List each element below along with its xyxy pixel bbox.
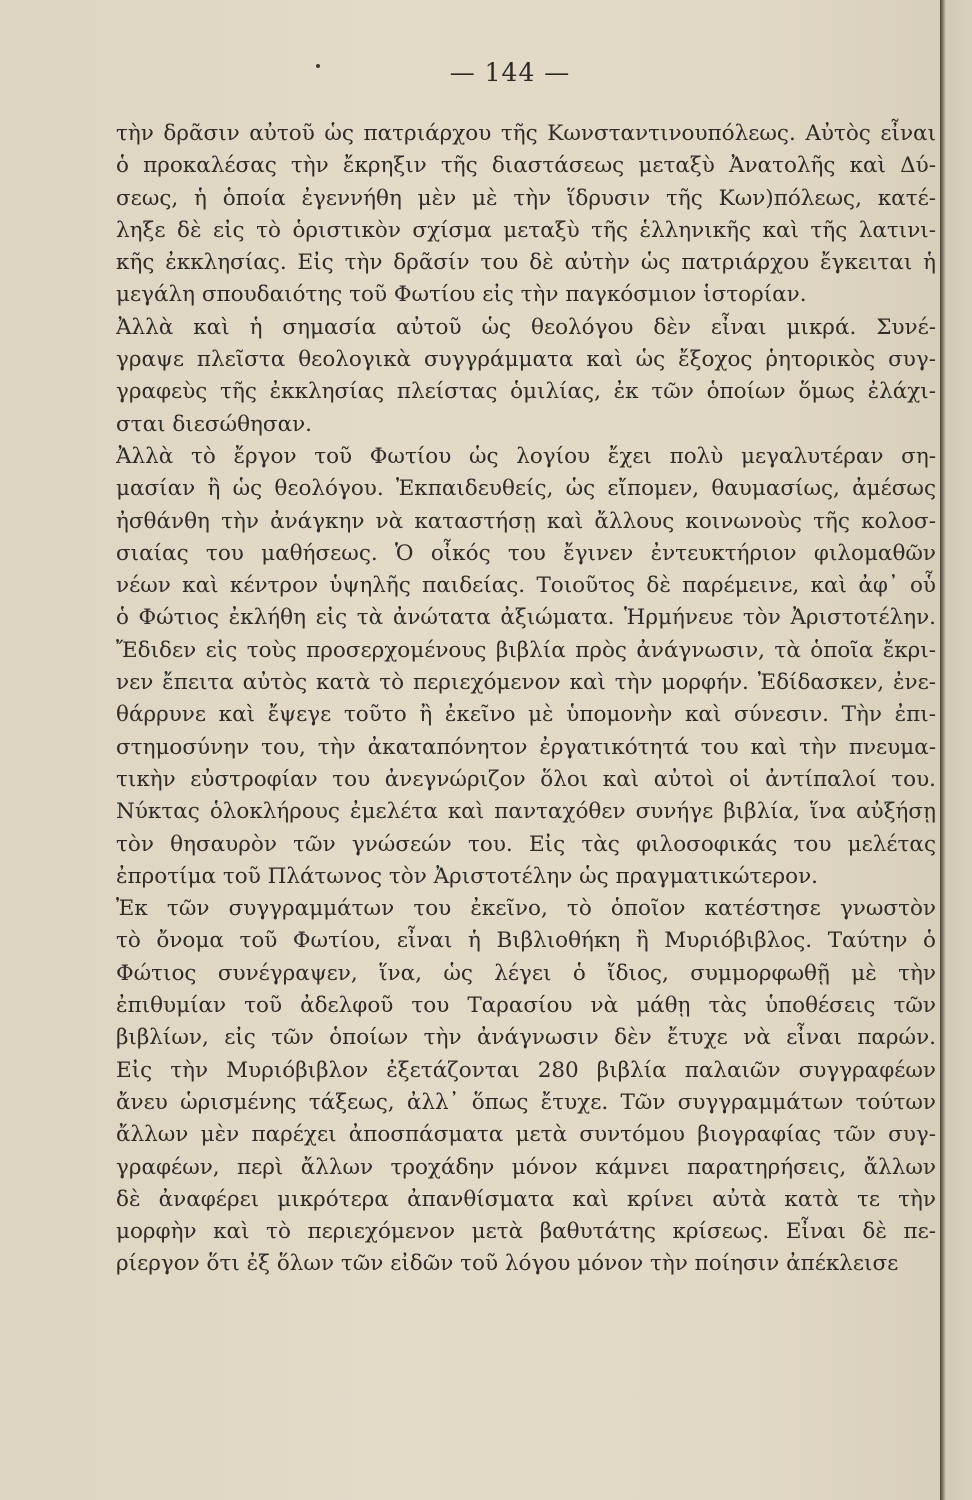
text-line: γραφέων, περὶ ἄλλων τροχάδην μόνον κάμνει παρατηρήσεις, ἄλλων: [116, 1154, 936, 1180]
text-line: γραψε πλεῖστα θεολογικὰ συγγράμματα καὶ ὡς ἔξοχος ῥητορικὸς συγ-: [116, 347, 936, 373]
text-line: δὲ ἀναφέρει μικρότερα ἀπανθίσματα καὶ κρίνει αὐτὰ κατὰ τε τὴν: [116, 1186, 936, 1212]
text-line: νεν ἔπειτα αὐτὸς κατὰ τὸ περιεχόμενον καὶ τὴν μορφήν. Ἐδίδασκεν, ἐνε-: [116, 670, 936, 696]
book-gutter: [940, 0, 972, 1500]
text-line: βιβλίων, εἰς τῶν ὁποίων τὴν ἀνάγνωσιν δὲν ἔτυχε νὰ εἶναι παρών.: [116, 1025, 936, 1051]
text-line: σεως, ἡ ὁποία ἐγεννήθη μὲν μὲ τὴν ἵδρυσιν τῆς Κων)πόλεως, κατέ-: [116, 185, 936, 211]
text-line: τὴν δρᾶσιν αὐτοῦ ὡς πατριάρχου τῆς Κωνσταντινουπόλεως. Αὐτὸς εἶναι: [116, 121, 936, 146]
text-line: θάρρυνε καὶ ἔψεγε τοῦτο ἢ ἐκεῖνο μὲ ὑπομονὴν καὶ σύνεσιν. Τὴν ἐπι-: [116, 702, 936, 728]
text-line: Νύκτας ὁλοκλήρους ἐμελέτα καὶ πανταχόθεν συνήγε βιβλία, ἵνα αὐξήσῃ: [116, 799, 936, 825]
text-line: μεγάλη σπουδαιότης τοῦ Φωτίου εἰς τὴν παγκόσμιον ἱστορίαν.: [116, 282, 807, 308]
text-line: γραφεὺς τῆς ἐκκλησίας πλείστας ὁμιλίας, ἐκ τῶν ὁποίων ὅμως ἐλάχι-: [116, 379, 936, 405]
body-text: [116, 118, 936, 1281]
text-line: μορφὴν καὶ τὸ περιεχόμενον μετὰ βαθυτάτης κρίσεως. Εἶναι δὲ πε-: [116, 1219, 936, 1245]
text-line: ὁ Φώτιος ἐκλήθη εἰς τὰ ἀνώτατα ἀξιώματα. Ἡρμήνευε τὸν Ἀριστοτέλην.: [116, 605, 936, 631]
text-line: μασίαν ἢ ὡς θεολόγου. Ἐκπαιδευθείς, ὡς εἴπομεν, θαυμασίως, ἀμέσως: [116, 476, 936, 502]
text-line: ἄλλων μὲν παρέχει ἀποσπάσματα μετὰ συντόμου βιογραφίας τῶν συγ-: [116, 1122, 936, 1148]
text-line: Εἰς τὴν Μυριόβιβλον ἐξετάζονται 280 βιβλία παλαιῶν συγγραφέων: [116, 1057, 936, 1083]
ink-dot: [316, 64, 320, 68]
text-line: τὸν θησαυρὸν τῶν γνώσεών του. Εἰς τὰς φιλοσοφικάς του μελέτας: [116, 831, 936, 857]
text-line: τικὴν εὐστροφίαν του ἀνεγνώριζον ὅλοι καὶ αὐτοὶ οἱ ἀντίπαλοί του.: [116, 766, 936, 792]
text-line: σται διεσώθησαν.: [116, 411, 312, 437]
text-line: στημοσύνην του, τὴν ἀκαταπόνητον ἐργατικότητά του καὶ τὴν πνευμα-: [116, 734, 936, 760]
page-number: — 144 —: [449, 58, 571, 87]
text-line: Ἐκ τῶν συγγραμμάτων του ἐκεῖνο, τὸ ὁποῖον κατέστησε γνωστὸν: [116, 896, 936, 922]
text-line: Ἀλλὰ τὸ ἔργον τοῦ Φωτίου ὡς λογίου ἔχει πολὺ μεγαλυτέραν ση-: [116, 443, 936, 469]
text-line: ρίεργον ὅτι ἐξ ὅλων τῶν εἰδῶν τοῦ λόγου μόνον τὴν ποίησιν ἀπέκλεισε: [116, 1251, 899, 1277]
text-line: νέων καὶ κέντρον ὑψηλῆς παιδείας. Τοιοῦτος δὲ παρέμεινε, καὶ ἀφ᾿ οὗ: [116, 573, 936, 599]
text-line: Ἀλλὰ καὶ ἡ σημασία αὐτοῦ ὡς θεολόγου δὲν εἶναι μικρά. Συνέ-: [116, 314, 936, 340]
text-line: ἐπροτίμα τοῦ Πλάτωνος τὸν Ἀριστοτέλην ὡς πραγματικώτερον.: [116, 863, 819, 889]
text-line: ἐπιθυμίαν τοῦ ἀδελφοῦ του Ταρασίου νὰ μάθῃ τὰς ὑποθέσεις τῶν: [116, 993, 936, 1019]
text-line: ληξε δὲ εἰς τὸ ὁριστικὸν σχίσμα μεταξὺ τῆς ἑλληνικῆς καὶ τῆς λατινι-: [116, 217, 936, 243]
text-line: ἄνευ ὡρισμένης τάξεως, ἀλλ᾿ ὅπως ἔτυχε. Τῶν συγγραμμάτων τούτων: [116, 1089, 936, 1115]
text-line: σιαίας του μαθήσεως. Ὁ οἶκός του ἔγινεν ἐντευκτήριον φιλομαθῶν: [116, 540, 936, 566]
text-line: κῆς ἐκκλησίας. Εἰς τὴν δρᾶσίν του δὲ αὐτὴν ὡς πατριάρχου ἔγκειται ἡ: [116, 250, 936, 276]
text-line: Φώτιος συνέγραψεν, ἵνα, ὡς λέγει ὁ ἴδιος, συμμορφωθῇ μὲ τὴν: [116, 960, 936, 986]
text-line: Ἔδιδεν εἰς τοὺς προσερχομένους βιβλία πρὸς ἀνάγνωσιν, τὰ ὁποῖα ἔκρι-: [116, 637, 936, 663]
text-line: τὸ ὄνομα τοῦ Φωτίου, εἶναι ἡ Βιβλιοθήκη ἢ Μυριόβιβλος. Ταύτην ὁ: [116, 928, 936, 954]
text-line: ὁ προκαλέσας τὴν ἔκρηξιν τῆς διαστάσεως μεταξὺ Ἀνατολῆς καὶ Δύ-: [116, 153, 936, 179]
text-line: ἠσθάνθη τὴν ἀνάγκην νὰ καταστήσῃ καὶ ἄλλους κοινωνοὺς τῆς κολοσ-: [116, 508, 936, 534]
